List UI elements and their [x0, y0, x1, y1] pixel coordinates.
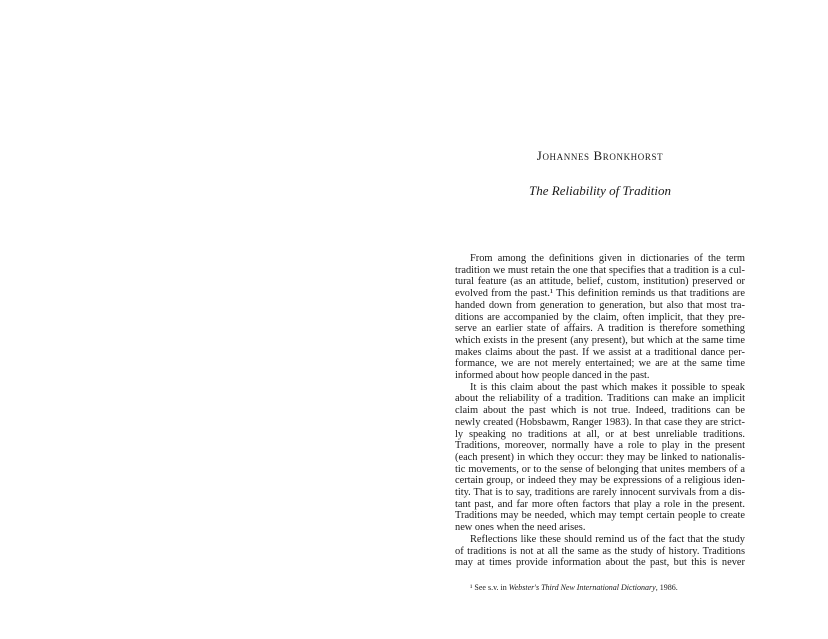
body-line: Traditions, moreover, normally have a role to play in the present — [455, 440, 745, 452]
body-line: about the reliability of a tradition. Traditions can make an implicit — [455, 393, 745, 405]
body-line: tity. That is to say, traditions are rarely innocent survivals from a dis- — [455, 487, 745, 499]
body-line: It is this claim about the past which makes it possible to speak — [470, 381, 745, 393]
body-line: informed about how people danced in the past. — [455, 370, 650, 382]
body-line: may at times provide information about the past, but this is never — [455, 557, 745, 569]
body-line: ditions are accompanied by the claim, often implicit, that they pre- — [455, 311, 745, 323]
body-line: tant past, and far more often factors that play a role in the present. — [455, 498, 745, 510]
body-line: newly created (Hobsbawm, Ranger 1983). In that case they are strict- — [455, 416, 745, 428]
body-line: serve an earlier state of affairs. A tradition is therefore something — [455, 323, 745, 335]
footnote — [470, 583, 740, 592]
body-line: Reflections like these should remind us of the fact that the study — [470, 533, 745, 545]
body-line: new ones when the need arises. — [455, 522, 586, 534]
body-line: claim about the past which is not true. Indeed, traditions can be — [455, 405, 745, 417]
footnote-prefix: See s.v. in — [474, 583, 509, 592]
body-line: which exists in the present (any present), but which at the same time — [455, 334, 745, 346]
footnote-mark: ¹ — [470, 583, 473, 592]
body-line: handed down from generation to generation, but also that most tra- — [455, 299, 745, 311]
body-line: of traditions is not at all the same as the study of history. Traditions — [455, 545, 745, 557]
body-line: Traditions may be needed, which may tempt certain people to create — [455, 510, 745, 522]
article-title: The Reliability of Tradition — [529, 183, 671, 198]
footnote-source: Webster's Third New International Dictionary — [508, 583, 656, 592]
body-line: evolved from the past.¹ This definition reminds us that traditions are — [455, 288, 745, 300]
body-line: From among the definitions given in dictionaries of the term — [470, 253, 745, 264]
footnote-suffix: , 1986. — [655, 583, 678, 592]
body-line: (each present) in which they occur: they may be linked to nationalis- — [455, 451, 745, 463]
body-line: certain group, or indeed they may be expressions of a religious iden- — [455, 475, 745, 487]
body-line: tural feature (as an attitude, belief, custom, institution) preserved or — [455, 276, 745, 288]
body-line: makes claims about the past. If we assist at a traditional dance per- — [455, 346, 745, 358]
body-line: tradition we must retain the one that specifies that a tradition is a cul- — [455, 264, 745, 276]
body-line: ly speaking no traditions at all, or at best unreliable traditions. — [455, 428, 745, 440]
author-name: Johannes Bronkhorst — [536, 148, 664, 163]
body-line: formance, we are not merely entertained; we are at the same time — [455, 358, 745, 370]
body-line: tic movements, or to the sense of belonging that unites members of a — [455, 463, 745, 475]
body-text — [455, 253, 745, 569]
